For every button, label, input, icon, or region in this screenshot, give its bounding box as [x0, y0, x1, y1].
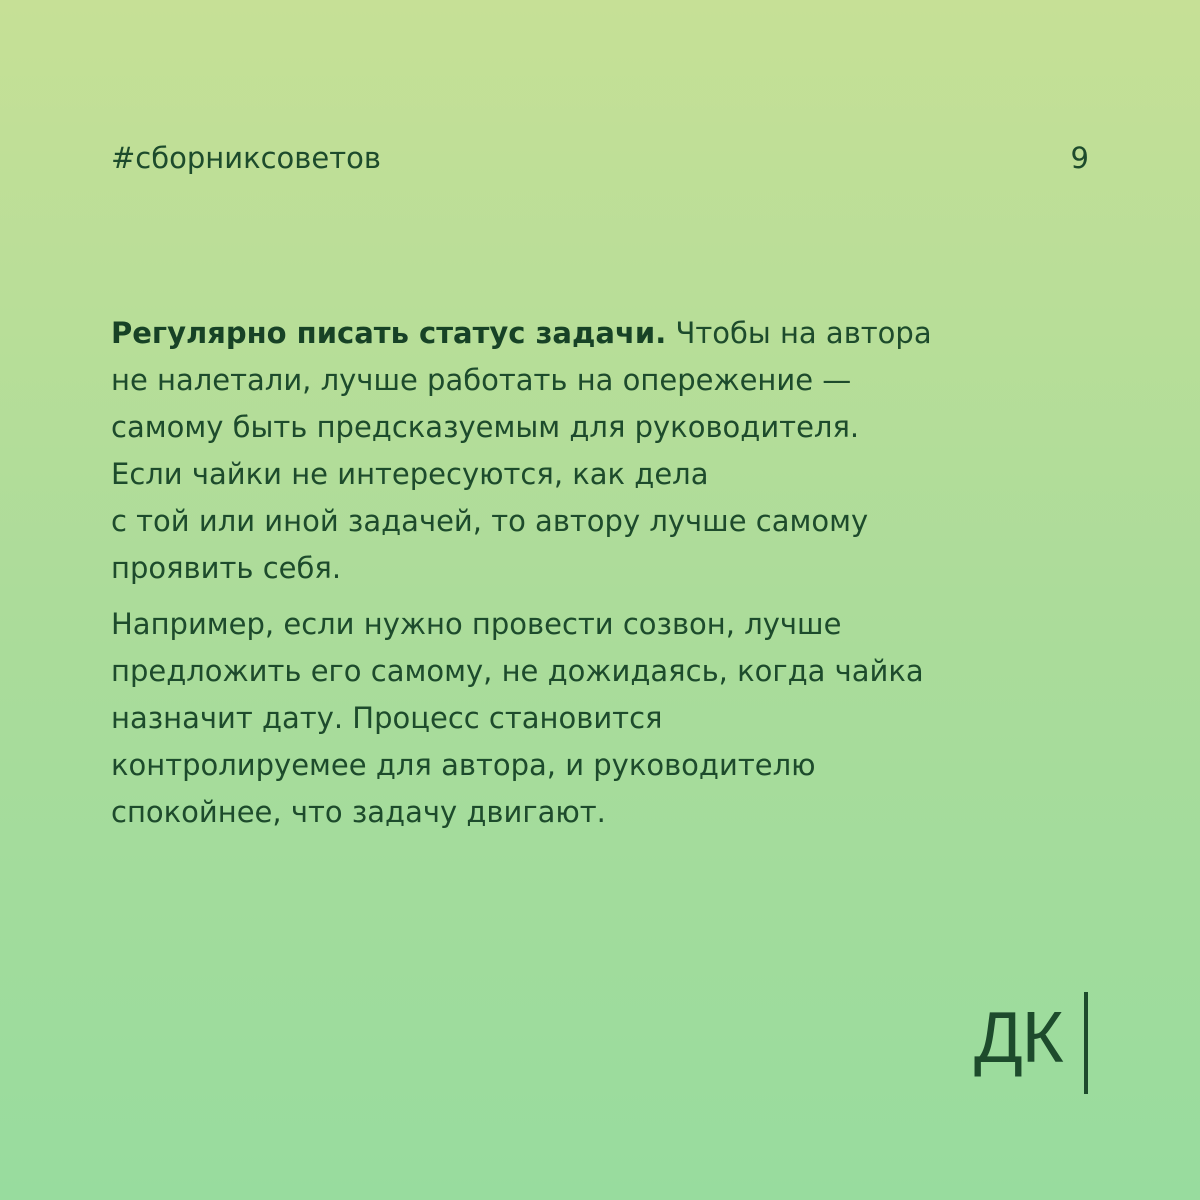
paragraph-2-line-4: контролируемее для автора, и руководителю	[111, 748, 816, 782]
paragraph-1-line-6: проявить себя.	[111, 551, 342, 585]
paragraph-2-line-3: назначит дату. Процесс становится	[111, 701, 663, 735]
paragraph-1	[111, 310, 1011, 592]
content	[111, 310, 1011, 836]
logo	[974, 990, 1094, 1096]
logo-text: ДК	[974, 998, 1063, 1078]
logo-bar	[1084, 992, 1088, 1094]
page-number: 9	[1070, 141, 1089, 175]
lead-text: Регулярно писать статус задачи.	[111, 316, 667, 350]
paragraph-1-line-5: с той или иной задачей, то автору лучше самому	[111, 504, 869, 538]
paragraph-2-line-2: предложить его самому, не дожидаясь, когда чайка	[111, 654, 924, 688]
hashtag: #сборниксоветов	[111, 141, 381, 175]
paragraph-2	[111, 601, 1011, 836]
line-1-rest: Чтобы на автора	[666, 316, 932, 350]
paragraph-1-line-3: самому быть предсказуемым для руководителя.	[111, 410, 860, 444]
paragraph-1-line-1	[111, 310, 1011, 357]
paragraph-1-line-4: Если чайки не интересуются, как дела	[111, 457, 709, 491]
paragraph-2-line-1: Например, если нужно провести созвон, лучше	[111, 607, 842, 641]
paragraph-1-line-2: не налетали, лучше работать на опережение —	[111, 363, 852, 397]
paragraph-2-line-5: спокойнее, что задачу двигают.	[111, 795, 606, 829]
